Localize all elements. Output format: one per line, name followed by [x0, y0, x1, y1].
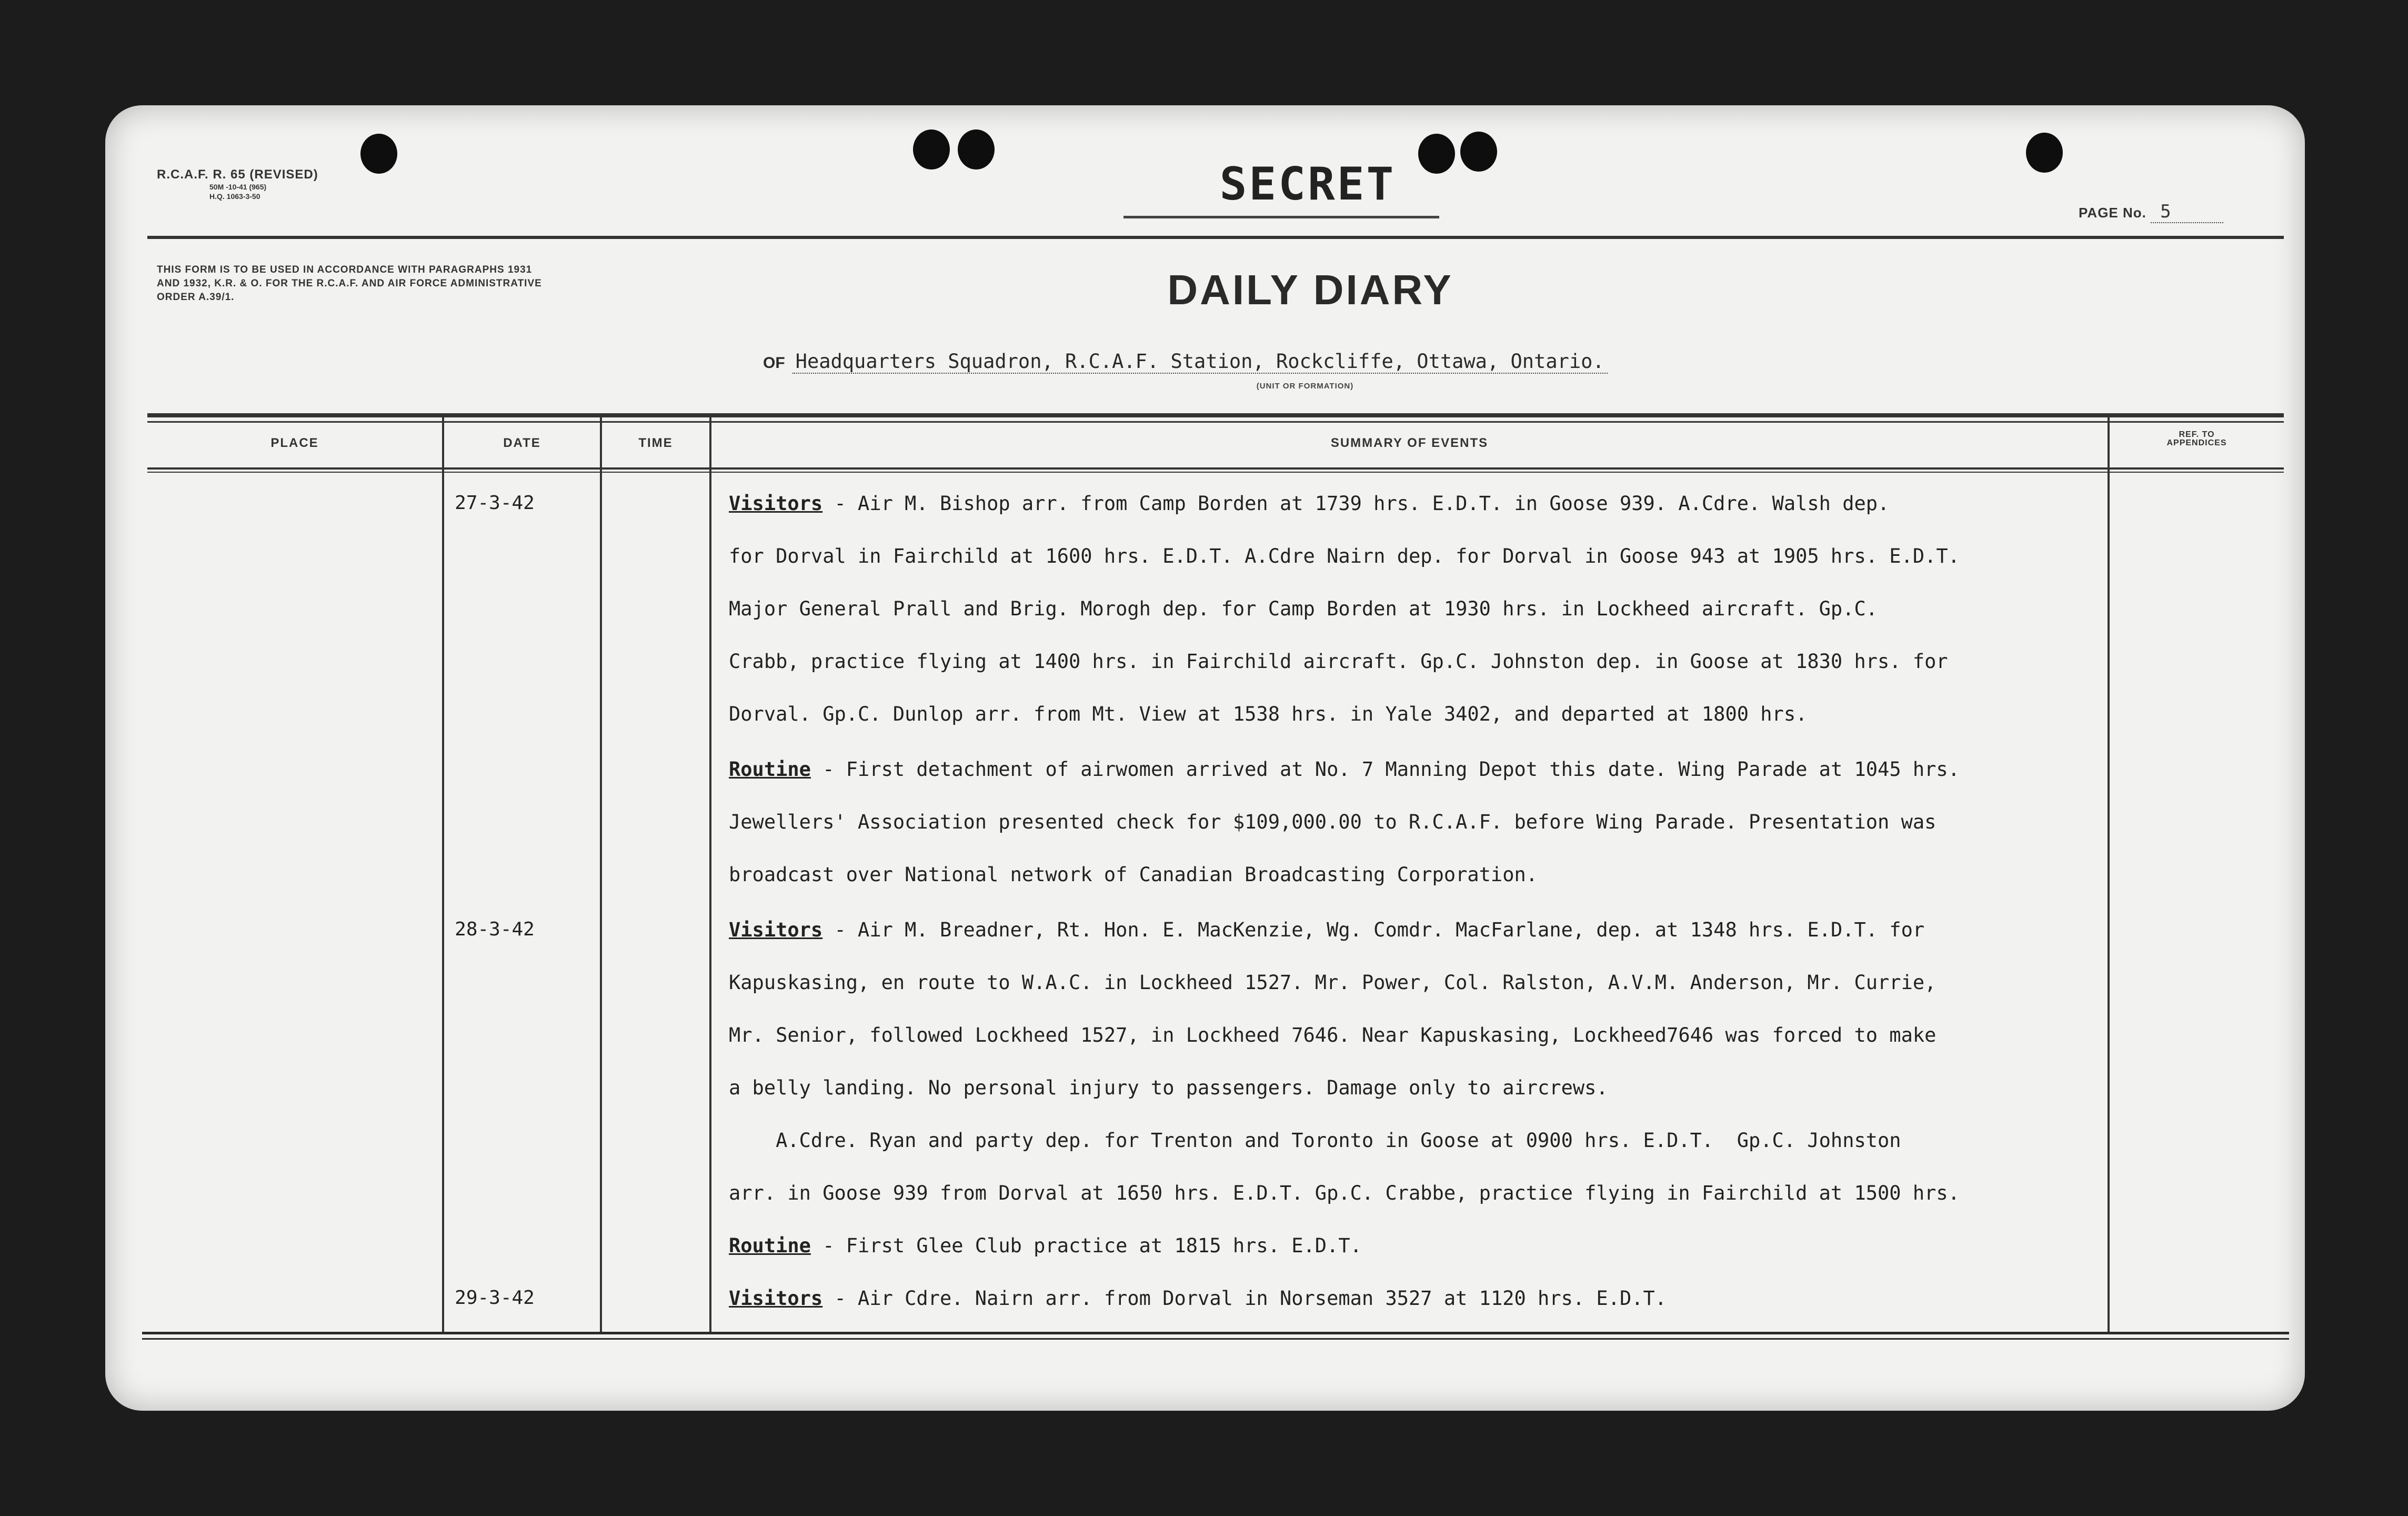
column-header-time: TIME	[638, 436, 673, 450]
summary-text: Mr. Senior, followed Lockheed 1527, in Lockheed 7646. Near Kapuskasing, Lockheed7646 was forced to make	[729, 1024, 1937, 1046]
punch-hole	[913, 129, 950, 169]
form-print-code: 50M -10-41 (965)	[209, 183, 267, 191]
column-header-ref-line: REF. TO	[2179, 430, 2215, 439]
entry-date: 27-3-42	[455, 492, 535, 514]
of-label: OF	[763, 354, 785, 372]
page-title: DAILY DIARY	[1167, 266, 1453, 313]
table-bottom-rule	[142, 1338, 2289, 1340]
summary-heading: Visitors	[729, 1287, 823, 1310]
table-top-rule	[147, 413, 2284, 417]
unit-name: Headquarters Squadron, R.C.A.F. Station, Rockcliffe, Ottawa, Ontario.	[792, 350, 1608, 374]
summary-line	[729, 1129, 1901, 1152]
column-header-ref	[2110, 431, 2284, 447]
summary-text: for Dorval in Fairchild at 1600 hrs. E.D.T. A.Cdre Nairn dep. for Dorval in Goose 943 at 1905 hrs. E.D.T.	[729, 545, 1960, 567]
column-divider	[600, 416, 602, 1332]
column-divider	[442, 416, 444, 1332]
entry-date: 29-3-42	[455, 1287, 535, 1309]
summary-line	[729, 863, 1538, 886]
classification-stamp: SECRET	[1219, 158, 1396, 211]
summary-heading: Routine	[729, 1234, 811, 1257]
summary-heading: Visitors	[729, 492, 823, 515]
unit-caption: (UNIT OR FORMATION)	[1256, 382, 1354, 391]
summary-text: a belly landing. No personal injury to passengers. Damage only to aircrews.	[729, 1076, 1608, 1099]
summary-text: - First detachment of airwomen arrived at No. 7 Manning Depot this date. Wing Parade at 1045 hrs.	[810, 758, 1960, 781]
summary-line	[729, 597, 1878, 620]
summary-text: broadcast over National network of Canadian Broadcasting Corporation.	[729, 863, 1538, 886]
summary-line	[729, 1076, 1608, 1099]
form-usage-note: THIS FORM IS TO BE USED IN ACCORDANCE WITH PARAGRAPHS 1931 AND 1932, K.R. & O. FOR THE R.C.A.F. AND AIR FORCE ADMINISTRATIVE ORDER A.39/1.	[157, 264, 542, 303]
summary-line	[729, 492, 1889, 515]
summary-text: Jewellers' Association presented check for $109,000.00 to R.C.A.F. before Wing Parade. Presentation was	[729, 811, 1937, 833]
punch-hole	[360, 134, 397, 174]
header-bottom-rule	[147, 472, 2284, 473]
summary-text: - Air M. Bishop arr. from Camp Borden at 1739 hrs. E.D.T. in Goose 939. A.Cdre. Walsh dep.	[822, 492, 1890, 515]
summary-text: arr. in Goose 939 from Dorval at 1650 hrs. E.D.T. Gp.C. Crabbe, practice flying in Fairchild at 1500 hrs.	[729, 1182, 1960, 1204]
unit-line	[763, 350, 1815, 373]
header-bottom-rule	[147, 467, 2284, 470]
summary-text: Dorval. Gp.C. Dunlop arr. from Mt. View at 1538 hrs. in Yale 3402, and departed at 1800 hrs.	[729, 703, 1808, 725]
summary-text: - First Glee Club practice at 1815 hrs. E.D.T.	[810, 1234, 1362, 1257]
summary-line	[729, 545, 1960, 567]
summary-text: Kapuskasing, en route to W.A.C. in Lockheed 1527. Mr. Power, Col. Ralston, A.V.M. Anderson, Mr. Currie,	[729, 971, 1937, 994]
summary-line	[729, 1287, 1667, 1310]
summary-heading: Routine	[729, 758, 811, 781]
summary-line	[729, 1024, 1936, 1046]
classification-underline	[1123, 216, 1439, 218]
summary-text: Crabb, practice flying at 1400 hrs. in Fairchild aircraft. Gp.C. Johnston dep. in Goose at 1830 hrs. for	[729, 650, 1948, 673]
column-divider	[709, 416, 711, 1332]
form-number-line: R.C.A.F. R. 65 (REVISED)	[157, 167, 318, 182]
summary-text: - Air M. Breadner, Rt. Hon. E. MacKenzie, Wg. Comdr. MacFarlane, dep. at 1348 hrs. E.D.T. for	[822, 919, 1925, 941]
summary-text: - Air Cdre. Nairn arr. from Dorval in Norseman 3527 at 1120 hrs. E.D.T.	[822, 1287, 1667, 1310]
column-header-date: DATE	[503, 436, 541, 450]
diary-card	[105, 105, 2305, 1411]
summary-line	[729, 971, 1936, 994]
summary-line	[729, 650, 1948, 673]
table-top-rule	[147, 421, 2284, 423]
table-bottom-rule	[142, 1332, 2289, 1334]
page-number	[2079, 201, 2223, 223]
form-number	[157, 167, 357, 201]
page-number-label: PAGE No.	[2079, 205, 2146, 221]
header-divider	[147, 236, 2284, 239]
summary-line	[729, 758, 1960, 781]
summary-text: A.Cdre. Ryan and party dep. for Trenton and Toronto in Goose at 0900 hrs. E.D.T. Gp.C. Johnston	[729, 1129, 1901, 1152]
summary-line	[729, 811, 1936, 833]
punch-hole	[958, 129, 995, 169]
summary-line	[729, 703, 1807, 725]
form-hq-code: H.Q. 1063-3-50	[209, 192, 260, 201]
column-header-summary: SUMMARY OF EVENTS	[1330, 436, 1489, 450]
summary-line	[729, 1182, 1960, 1204]
entry-date: 28-3-42	[455, 919, 535, 940]
punch-hole	[2026, 133, 2063, 173]
column-header-ref-line: APPENDICES	[2166, 438, 2227, 447]
summary-text: Major General Prall and Brig. Morogh dep. for Camp Borden at 1930 hrs. in Lockheed aircraft. Gp.C.	[729, 597, 1878, 620]
column-divider	[2108, 416, 2110, 1332]
column-header-place: PLACE	[270, 436, 319, 450]
summary-line	[729, 919, 1924, 941]
summary-heading: Visitors	[729, 919, 823, 941]
page-number-value: 5	[2151, 201, 2223, 223]
summary-line	[729, 1234, 1362, 1257]
